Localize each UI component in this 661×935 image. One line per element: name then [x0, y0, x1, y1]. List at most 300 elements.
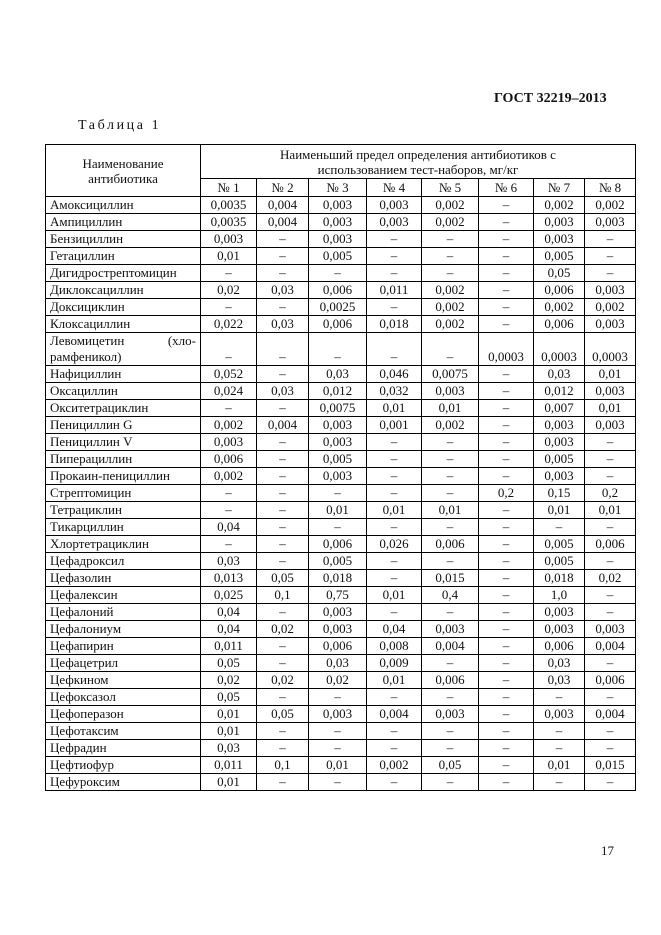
limit-value-set-3: 0,01 [309, 757, 367, 774]
limit-value-set-6: – [479, 757, 534, 774]
limit-value-set-4: – [367, 723, 422, 740]
limit-value-set-7: 0,006 [534, 638, 585, 655]
limit-value-set-1: – [201, 536, 257, 553]
limit-value-set-1: 0,011 [201, 757, 257, 774]
table-row [46, 282, 636, 299]
limit-value-set-1: 0,03 [201, 740, 257, 757]
antibiotic-name: Цефадроксил [46, 553, 201, 570]
limit-value-set-5: 0,006 [422, 536, 479, 553]
antibiotic-name: Пенициллин G [46, 417, 201, 434]
antibiotic-name: Амоксициллин [46, 197, 201, 214]
column-header-set-6: № 6 [479, 179, 534, 197]
limit-value-set-4: – [367, 231, 422, 248]
limit-value-set-5: 0,006 [422, 672, 479, 689]
limit-value-set-6: – [479, 519, 534, 536]
limit-value-set-2: 0,004 [257, 214, 309, 231]
limit-value-set-1: 0,013 [201, 570, 257, 587]
limit-value-set-7: 0,003 [534, 214, 585, 231]
table-row [46, 366, 636, 383]
limit-value-set-3: – [309, 740, 367, 757]
limit-value-set-8: – [585, 434, 636, 451]
limit-value-set-7: – [534, 519, 585, 536]
limit-value-set-8: 0,002 [585, 299, 636, 316]
limit-value-set-8: 0,004 [585, 706, 636, 723]
limit-value-set-7: 0,003 [534, 468, 585, 485]
limit-value-set-3: 0,003 [309, 417, 367, 434]
table-row [46, 638, 636, 655]
limit-value-set-5: 0,003 [422, 383, 479, 400]
limit-value-set-8: 0,015 [585, 757, 636, 774]
table-row [46, 587, 636, 604]
limit-value-set-7: 0,03 [534, 655, 585, 672]
antibiotic-name: Цефрадин [46, 740, 201, 757]
table-row [46, 519, 636, 536]
table-row [46, 621, 636, 638]
table-row [46, 757, 636, 774]
limit-value-set-8: 0,0003 [585, 333, 636, 366]
limit-value-set-1: 0,0035 [201, 197, 257, 214]
limit-value-set-3: 0,003 [309, 468, 367, 485]
antibiotic-name: Цефалониум [46, 621, 201, 638]
limit-value-set-1: – [201, 299, 257, 316]
limit-value-set-5: – [422, 451, 479, 468]
limit-value-set-1: – [201, 333, 257, 366]
limit-value-set-8: 0,003 [585, 383, 636, 400]
limit-value-set-2: – [257, 485, 309, 502]
limit-value-set-7: 0,012 [534, 383, 585, 400]
limit-value-set-4: – [367, 265, 422, 282]
antibiotic-name: Доксициклин [46, 299, 201, 316]
limit-value-set-5: 0,002 [422, 316, 479, 333]
limit-value-set-1: 0,011 [201, 638, 257, 655]
limit-value-set-1: 0,02 [201, 672, 257, 689]
limit-value-set-7: 0,002 [534, 299, 585, 316]
table-row [46, 774, 636, 791]
limit-value-set-3: 0,005 [309, 451, 367, 468]
limit-value-set-5: 0,015 [422, 570, 479, 587]
limit-value-set-8: 0,003 [585, 282, 636, 299]
limit-value-set-8: 0,003 [585, 316, 636, 333]
limit-value-set-2: – [257, 740, 309, 757]
limit-value-set-5: – [422, 265, 479, 282]
limit-value-set-4: – [367, 468, 422, 485]
limit-value-set-5: 0,002 [422, 214, 479, 231]
antibiotic-name: Пиперациллин [46, 451, 201, 468]
standard-number: ГОСТ 32219–2013 [494, 91, 607, 106]
limit-value-set-3: 0,003 [309, 621, 367, 638]
limit-value-set-6: – [479, 434, 534, 451]
limit-value-set-1: 0,025 [201, 587, 257, 604]
table-row [46, 417, 636, 434]
table-row [46, 451, 636, 468]
limit-value-set-8: 0,006 [585, 536, 636, 553]
limit-value-set-6: – [479, 316, 534, 333]
column-header-set-3: № 3 [309, 179, 367, 197]
limit-value-set-5: 0,05 [422, 757, 479, 774]
limit-value-set-7: 0,002 [534, 197, 585, 214]
limit-value-set-7: 0,01 [534, 757, 585, 774]
table-row [46, 316, 636, 333]
table-row [46, 299, 636, 316]
limit-value-set-7: 0,0003 [534, 333, 585, 366]
limit-value-set-6: – [479, 604, 534, 621]
table-row [46, 248, 636, 265]
limit-value-set-6: – [479, 570, 534, 587]
limit-value-set-4: 0,046 [367, 366, 422, 383]
column-header-set-5: № 5 [422, 179, 479, 197]
limit-value-set-7: 0,003 [534, 417, 585, 434]
limit-value-set-4: – [367, 333, 422, 366]
limit-value-set-1: – [201, 485, 257, 502]
limit-value-set-3: 0,005 [309, 553, 367, 570]
limit-value-set-1: 0,01 [201, 248, 257, 265]
antibiotic-name: Клоксациллин [46, 316, 201, 333]
limit-value-set-4: – [367, 570, 422, 587]
limit-value-set-1: 0,006 [201, 451, 257, 468]
limit-value-set-6: – [479, 383, 534, 400]
limit-value-set-4: 0,01 [367, 400, 422, 417]
limit-value-set-6: – [479, 248, 534, 265]
limit-value-set-2: – [257, 774, 309, 791]
limit-value-set-3: 0,012 [309, 383, 367, 400]
limit-value-set-5: – [422, 553, 479, 570]
limit-value-set-4: – [367, 299, 422, 316]
limit-value-set-1: 0,002 [201, 417, 257, 434]
table-row [46, 706, 636, 723]
limit-value-set-6: – [479, 265, 534, 282]
limit-value-set-1: 0,01 [201, 774, 257, 791]
antibiotic-name: Цефтиофур [46, 757, 201, 774]
limit-value-set-5: 0,003 [422, 621, 479, 638]
limit-value-set-8: 0,01 [585, 502, 636, 519]
column-header-set-1: № 1 [201, 179, 257, 197]
table-row [46, 383, 636, 400]
limit-value-set-5: 0,002 [422, 282, 479, 299]
limit-value-set-4: 0,001 [367, 417, 422, 434]
limit-value-set-2: – [257, 655, 309, 672]
antibiotic-name: Стрептомицин [46, 485, 201, 502]
limit-value-set-3: – [309, 519, 367, 536]
limit-value-set-1: 0,022 [201, 316, 257, 333]
limit-value-set-4: – [367, 248, 422, 265]
limit-value-set-8: 0,003 [585, 214, 636, 231]
limit-value-set-4: – [367, 519, 422, 536]
limit-value-set-1: – [201, 502, 257, 519]
limit-value-set-8: – [585, 774, 636, 791]
antibiotic-name: Хлортетрациклин [46, 536, 201, 553]
limit-value-set-2: – [257, 333, 309, 366]
limit-value-set-6: – [479, 655, 534, 672]
antibiotic-name: Пенициллин V [46, 434, 201, 451]
limit-value-set-5: – [422, 604, 479, 621]
limit-value-set-8: 0,002 [585, 197, 636, 214]
limit-value-set-3: – [309, 723, 367, 740]
limit-value-set-3: 0,006 [309, 316, 367, 333]
limit-value-set-6: – [479, 366, 534, 383]
limit-value-set-1: – [201, 400, 257, 417]
limit-value-set-6: – [479, 536, 534, 553]
antibiotic-name: Цефалексин [46, 587, 201, 604]
column-header-set-2: № 2 [257, 179, 309, 197]
limit-value-set-3: 0,003 [309, 434, 367, 451]
limit-value-set-8: – [585, 468, 636, 485]
limit-value-set-7: 0,006 [534, 282, 585, 299]
limit-value-set-3: – [309, 333, 367, 366]
table-row [46, 672, 636, 689]
limit-value-set-1: 0,04 [201, 604, 257, 621]
limit-value-set-8: 0,006 [585, 672, 636, 689]
table-row [46, 214, 636, 231]
antibiotic-name: Цефоксазол [46, 689, 201, 706]
antibiotic-name: Бензициллин [46, 231, 201, 248]
antibiotic-detection-table [45, 144, 636, 791]
limit-value-set-6: – [479, 553, 534, 570]
limit-value-set-6: – [479, 197, 534, 214]
limit-value-set-4: 0,026 [367, 536, 422, 553]
limit-value-set-8: – [585, 451, 636, 468]
column-header-set-4: № 4 [367, 179, 422, 197]
table-row [46, 265, 636, 282]
limit-value-set-2: 0,1 [257, 757, 309, 774]
limit-value-set-7: 0,05 [534, 265, 585, 282]
limit-value-set-4: 0,018 [367, 316, 422, 333]
limit-value-set-3: 0,75 [309, 587, 367, 604]
limit-value-set-2: – [257, 723, 309, 740]
name-line-2: рамфеникол) [50, 349, 122, 364]
table-row [46, 197, 636, 214]
limit-value-set-1: 0,02 [201, 282, 257, 299]
limit-value-set-6: – [479, 299, 534, 316]
limit-value-set-3: 0,018 [309, 570, 367, 587]
limit-value-set-5: – [422, 434, 479, 451]
column-header-group: Наименьший предел определения антибиотиков с использованием тест-наборов, мг/кг [201, 145, 636, 179]
limit-value-set-8: 0,01 [585, 366, 636, 383]
limit-value-set-5: – [422, 231, 479, 248]
limit-value-set-5: – [422, 333, 479, 366]
antibiotic-name: Ампициллин [46, 214, 201, 231]
limit-value-set-2: – [257, 689, 309, 706]
limit-value-set-2: – [257, 451, 309, 468]
limit-value-set-5: – [422, 468, 479, 485]
limit-value-set-2: – [257, 502, 309, 519]
limit-value-set-8: – [585, 248, 636, 265]
limit-value-set-4: – [367, 774, 422, 791]
limit-value-set-5: 0,0075 [422, 366, 479, 383]
antibiotic-name: Цефкином [46, 672, 201, 689]
limit-value-set-4: 0,011 [367, 282, 422, 299]
table-row [46, 655, 636, 672]
limit-value-set-4: – [367, 604, 422, 621]
limit-value-set-8: – [585, 723, 636, 740]
limit-value-set-2: – [257, 366, 309, 383]
limit-value-set-2: 0,1 [257, 587, 309, 604]
limit-value-set-2: – [257, 434, 309, 451]
limit-value-set-1: 0,05 [201, 689, 257, 706]
antibiotic-name: Прокаин-пенициллин [46, 468, 201, 485]
limit-value-set-3: 0,003 [309, 604, 367, 621]
table-row [46, 485, 636, 502]
antibiotic-name: Цефацетрил [46, 655, 201, 672]
limit-value-set-7: – [534, 723, 585, 740]
limit-value-set-7: 0,003 [534, 231, 585, 248]
limit-value-set-4: 0,01 [367, 587, 422, 604]
limit-value-set-3: 0,0025 [309, 299, 367, 316]
table-row [46, 231, 636, 248]
limit-value-set-6: – [479, 621, 534, 638]
limit-value-set-6: – [479, 672, 534, 689]
limit-value-set-6: 0,2 [479, 485, 534, 502]
limit-value-set-3: 0,006 [309, 282, 367, 299]
limit-value-set-2: – [257, 468, 309, 485]
limit-value-set-2: – [257, 248, 309, 265]
table-row [46, 434, 636, 451]
limit-value-set-2: 0,02 [257, 672, 309, 689]
limit-value-set-8: – [585, 604, 636, 621]
limit-value-set-2: – [257, 400, 309, 417]
limit-value-set-8: – [585, 689, 636, 706]
limit-value-set-3: 0,006 [309, 536, 367, 553]
table-row [46, 553, 636, 570]
table-row [46, 570, 636, 587]
limit-value-set-2: 0,05 [257, 706, 309, 723]
limit-value-set-3: – [309, 689, 367, 706]
column-header-name: Наименование антибиотика [46, 145, 201, 197]
antibiotic-name: Тикарциллин [46, 519, 201, 536]
limit-value-set-8: – [585, 553, 636, 570]
limit-value-set-3: 0,006 [309, 638, 367, 655]
limit-value-set-3: 0,03 [309, 366, 367, 383]
limit-value-set-1: 0,024 [201, 383, 257, 400]
limit-value-set-4: 0,032 [367, 383, 422, 400]
antibiotic-name: Тетрациклин [46, 502, 201, 519]
limit-value-set-7: 0,005 [534, 553, 585, 570]
limit-value-set-6: – [479, 417, 534, 434]
table-row [46, 502, 636, 519]
antibiotic-name: Гетациллин [46, 248, 201, 265]
antibiotic-name: Цефалоний [46, 604, 201, 621]
limit-value-set-5: – [422, 519, 479, 536]
limit-value-set-5: 0,4 [422, 587, 479, 604]
limit-value-set-5: – [422, 740, 479, 757]
limit-value-set-5: 0,004 [422, 638, 479, 655]
limit-value-set-3: 0,02 [309, 672, 367, 689]
antibiotic-name: Цефоперазон [46, 706, 201, 723]
limit-value-set-7: 0,01 [534, 502, 585, 519]
limit-value-set-3: 0,03 [309, 655, 367, 672]
limit-value-set-5: 0,003 [422, 706, 479, 723]
table-row [46, 400, 636, 417]
limit-value-set-3: 0,003 [309, 231, 367, 248]
limit-value-set-2: 0,004 [257, 417, 309, 434]
limit-value-set-1: 0,03 [201, 553, 257, 570]
antibiotic-name: Цефапирин [46, 638, 201, 655]
limit-value-set-7: 0,018 [534, 570, 585, 587]
limit-value-set-5: 0,002 [422, 197, 479, 214]
limit-value-set-2: – [257, 265, 309, 282]
limit-value-set-6: – [479, 282, 534, 299]
limit-value-set-4: 0,009 [367, 655, 422, 672]
antibiotic-name: Нафициллин [46, 366, 201, 383]
table-row [46, 689, 636, 706]
limit-value-set-5: – [422, 689, 479, 706]
antibiotic-name: Окситетрациклин [46, 400, 201, 417]
antibiotic-name [46, 333, 201, 366]
page-number: 17 [601, 843, 614, 858]
limit-value-set-7: 1,0 [534, 587, 585, 604]
column-header-set-7: № 7 [534, 179, 585, 197]
limit-value-set-2: 0,03 [257, 282, 309, 299]
table-row [46, 723, 636, 740]
limit-value-set-2: – [257, 299, 309, 316]
limit-value-set-2: – [257, 604, 309, 621]
limit-value-set-3: 0,0075 [309, 400, 367, 417]
column-header-set-8: № 8 [585, 179, 636, 197]
limit-value-set-7: 0,003 [534, 604, 585, 621]
limit-value-set-5: 0,01 [422, 502, 479, 519]
limit-value-set-4: – [367, 740, 422, 757]
limit-value-set-1: 0,003 [201, 231, 257, 248]
limit-value-set-2: – [257, 231, 309, 248]
limit-value-set-4: 0,04 [367, 621, 422, 638]
limit-value-set-4: 0,003 [367, 214, 422, 231]
limit-value-set-6: 0,0003 [479, 333, 534, 366]
limit-value-set-4: 0,008 [367, 638, 422, 655]
limit-value-set-1: – [201, 265, 257, 282]
limit-value-set-6: – [479, 689, 534, 706]
limit-value-set-6: – [479, 774, 534, 791]
limit-value-set-8: – [585, 740, 636, 757]
limit-value-set-2: 0,05 [257, 570, 309, 587]
limit-value-set-5: – [422, 248, 479, 265]
limit-value-set-7: 0,003 [534, 706, 585, 723]
antibiotic-name: Дигидрострептомицин [46, 265, 201, 282]
limit-value-set-5: – [422, 655, 479, 672]
limit-value-set-6: – [479, 706, 534, 723]
limit-value-set-1: 0,0035 [201, 214, 257, 231]
table-caption: Таблица 1 [78, 118, 162, 133]
limit-value-set-5: – [422, 723, 479, 740]
limit-value-set-6: – [479, 638, 534, 655]
table-row [46, 333, 636, 366]
limit-value-set-8: – [585, 587, 636, 604]
limit-value-set-7: 0,007 [534, 400, 585, 417]
limit-value-set-2: 0,02 [257, 621, 309, 638]
limit-value-set-7: 0,006 [534, 316, 585, 333]
limit-value-set-8: – [585, 231, 636, 248]
limit-value-set-7: 0,03 [534, 672, 585, 689]
limit-value-set-4: – [367, 553, 422, 570]
name-line-1-left: Левомицетин [50, 333, 125, 348]
limit-value-set-7: – [534, 774, 585, 791]
limit-value-set-4: – [367, 451, 422, 468]
limit-value-set-3: – [309, 265, 367, 282]
limit-value-set-3: 0,005 [309, 248, 367, 265]
limit-value-set-8: 0,003 [585, 417, 636, 434]
limit-value-set-5: 0,002 [422, 417, 479, 434]
name-line-1-right: (хло- [167, 333, 196, 348]
limit-value-set-5: – [422, 774, 479, 791]
limit-value-set-2: – [257, 553, 309, 570]
limit-value-set-6: – [479, 468, 534, 485]
limit-value-set-2: – [257, 519, 309, 536]
limit-value-set-6: – [479, 231, 534, 248]
limit-value-set-4: 0,01 [367, 502, 422, 519]
limit-value-set-1: 0,01 [201, 723, 257, 740]
limit-value-set-8: 0,2 [585, 485, 636, 502]
limit-value-set-4: – [367, 485, 422, 502]
limit-value-set-1: 0,04 [201, 621, 257, 638]
limit-value-set-3: 0,003 [309, 197, 367, 214]
